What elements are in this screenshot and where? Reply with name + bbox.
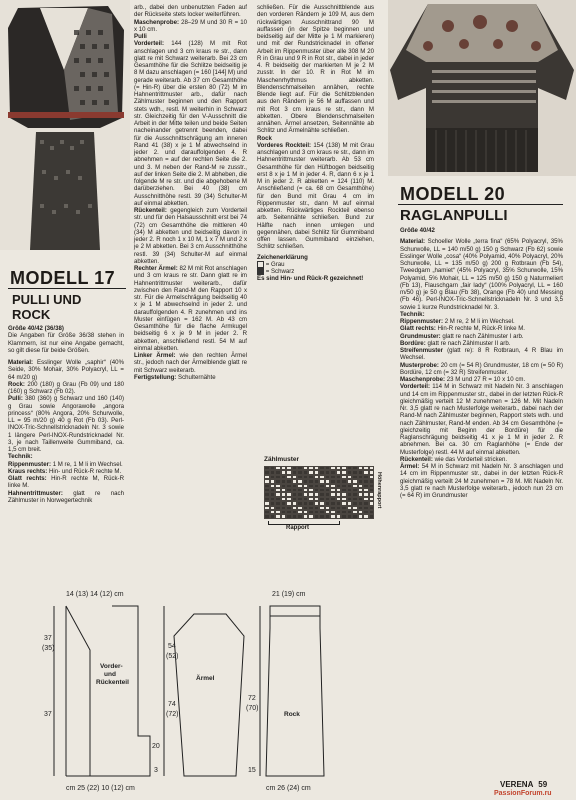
material-label: Material: <box>8 359 34 366</box>
model-20-subtitle: RAGLANPULLI <box>400 207 508 224</box>
material-text: Esslinger Wolle „saphir“ (40% Seide, 30% Mohair, 30% Polyacryl, LL = 64 m/20 g) <box>8 359 124 381</box>
m20-grund: glatt re nach Zählmuster I arb. <box>442 332 524 340</box>
rueck-text: gegengleich zum Vorderteil str. und für den Halsausschnitt erst bei 74 (72) cm Gesamthöhe die mittleren 40 (34) M abketten und beidseitig davon in jeder 2. R noch 1 x 10 M, 1 x 7 M und 2 x je 2 M abketten. Bei 3 cm Ausschnitthöhe restl. 39 (34) Schulter-M auf einmal abketten. <box>134 207 247 265</box>
stitch-chart <box>264 456 392 534</box>
schematic-front-right-2: (52) <box>166 653 179 660</box>
schematic-front-left-3: 37 <box>44 711 52 718</box>
model-17-subtitle-2: ROCK <box>12 307 51 322</box>
m20-glatt-label: Glatt rechts: <box>400 325 436 333</box>
m20-aermel: 54 M in Schwarz mit Nadeln Nr. 3 anschlagen und 14 cm im Rippenmuster str., dabei in der letzten Rück-R gleichmäßig verteilt 24 M zunehmen = 78 M. Mit Nadeln Nr. 3,5 glatt re nach Musterfolge weiterarb., jedoch nun 23 cm (= 64 R) im Grundmuster <box>400 463 563 499</box>
rock-label: Rock: <box>8 380 25 388</box>
schematic-skirt-bottom: cm 26 (24) cm <box>266 785 311 792</box>
chart-side-label: Höhenrapport <box>376 472 382 509</box>
schematic-front-label-1: Vorder- <box>100 663 123 670</box>
m20-maschen-label: Maschenprobe: <box>400 376 446 383</box>
chart-grid <box>264 466 374 520</box>
legend-schwarz-swatch <box>257 268 264 275</box>
column-2 <box>134 4 247 381</box>
page-number: 59 <box>538 780 548 789</box>
column-4 <box>400 227 563 499</box>
schematic-front-label-2: und <box>104 671 116 678</box>
watermark: PassionForum.ru <box>494 790 552 797</box>
m20-ruecken-label: Rückenteil: <box>400 455 433 463</box>
title-rule <box>8 288 126 289</box>
col3-intro: schließen. Für die Ausschnittblende aus den vorderen Rändern je 109 M, aus dem rückwärtigen Ausschnittrand 90 M auffassen (in der Spitze beginnen und beidseitig auf der Mitte je 1 M markieren) und mit der Rundstricknadel in offener Arbeit im Rippenmuster über alle 308 M 20 R in Grau und 9 R in Rot str., dabei in jeder 4. R beidseitig der markierten M je 2 M zusstr. In der 10. R in Rot M im Maschenrhythmus abketten. Blendenschmalseiten annähen, rechte Blende liegt auf. Für die Schlitzblenden aus den Rändern je 56 M auffassen und mit Rot 3 cm kraus re str., dann M abketten. Obere Blendenschmalseiten annähen. Ärmel ansetzen, Seitennähte ab Schlitz und Ärmelnähte schließen. <box>257 4 374 135</box>
size-line: Größe 40/42 (36/38) <box>8 325 64 332</box>
technik-label: Technik: <box>8 453 33 461</box>
m20-technik: Technik: <box>400 310 425 318</box>
title-rule-2 <box>398 204 563 205</box>
larm-text: wie den rechten Ärmel str., jedoch nach der Ärmelblende glatt re mit Schwarz weiterarb. <box>134 352 247 374</box>
m20-bord-label: Bordüre: <box>400 339 426 347</box>
photo-model-17 <box>0 0 130 250</box>
schematic-front-label-3: Rückenteil <box>96 679 129 686</box>
brand-name: VERENA <box>500 780 534 789</box>
legend-grau: = Grau <box>265 260 285 268</box>
glatt-text: Hin-R rechte M, Rück-R linke M. <box>8 475 124 490</box>
hahnen-text: glatt re nach Zählmuster in Norwegertechnik <box>8 489 124 504</box>
m20-glatt: Hin-R rechte M, Rück-R linke M. <box>437 325 525 333</box>
pulli-head: Pulli <box>134 33 147 40</box>
chart-title: Zählmuster <box>264 456 300 463</box>
rarm-label: Rechter Ärmel: <box>134 265 178 272</box>
schematic-skirt <box>260 606 324 776</box>
photo-model-20-illustration <box>388 0 576 176</box>
legend-grau-swatch <box>257 261 264 268</box>
schematic-skirt-top: 21 (19) cm <box>272 591 306 598</box>
maschen-label: Maschenprobe: <box>134 18 180 26</box>
schematic-front-right-4: (72) <box>166 711 179 718</box>
photo-model-20 <box>388 0 576 176</box>
rip-label: Rippenmuster: <box>8 460 51 468</box>
m20-rip: 2 M re, 2 M li im Wechsel. <box>444 318 515 325</box>
size-note: Die Angaben für Größe 36/38 stehen in Klammern, ist nur eine Angabe gemacht, so gilt diese für beide Größen. <box>8 332 124 354</box>
schematic-skirt-side-3: 15 <box>248 767 256 774</box>
schematic-skirt-side-2: (70) <box>246 705 259 712</box>
fertig-label: Fertigstellung: <box>134 373 177 381</box>
kraus-label: Kraus rechts: <box>8 467 48 475</box>
schematic-sleeve <box>174 614 244 776</box>
m20-aermel-label: Ärmel: <box>400 463 420 470</box>
m20-vorder: 114 M in Schwarz mit Nadeln Nr. 3 anschlagen und 14 cm im Rippenmuster str., dabei in der letzten Rück-R gleichmäßig verteilt 12 M zunehmen = 126 M. Mit Nadeln Nr. 3,5 glatt re nach Musterfolge weiterarb., dabei nach der Rand-M nach Zählmuster beginnen, Rapport stets wdh. und nach Zählmuster, Rand-M enden. Ab 34 cm Gesamthöhe (= gleichzeitig mit Beginn der Bordüre) für die Raglanschrägung beidseitig 41 x je 1 M in jeder 2. R abnehmen. Bei ca. 30 cm Raglanhöhe (= Ende der Musterfolge) restl. 44 M auf einmal abketten. <box>400 383 563 456</box>
column-3 <box>257 4 374 283</box>
photo-model-17-illustration <box>0 0 130 250</box>
fertig-text: Schulternähte <box>178 373 216 381</box>
chart-rapport: Rapport <box>286 525 309 531</box>
schematic-front-right-6: 3 <box>154 767 158 774</box>
vrock-label: Vorderes Rockteil: <box>257 141 312 149</box>
footer-brand <box>500 780 547 789</box>
rock-text: 200 (180) g Grau (Fb 09) und 180 (160) g Schwarz (Fb 02). <box>8 380 124 395</box>
m20-streif-label: Streifenmuster <box>400 347 444 354</box>
vorderteil-label: Vorderteil: <box>134 40 165 48</box>
hahnen-label: Hahnentrittmuster: <box>8 489 63 497</box>
schematic-front-bottom: cm 25 (22) 10 (12) cm <box>66 785 135 792</box>
m20-mproben: 20 cm (= 54 R) Grundmuster, 18 cm (= 50 R) Bordüre, 12 cm (= 32 R) Streifenmuster. <box>400 361 563 376</box>
m20-mproben-label: Musterprobe: <box>400 361 439 369</box>
model-20-title: MODELL 20 <box>400 184 506 204</box>
schematic-front-back <box>54 606 164 776</box>
rarm-text: 82 M mit Rot anschlagen und 3 cm kraus re str. Dann glatt re im Hahnentrittmuster weiterarb., dafür zwischen den Rand-M den Rapport 10 x str. Für die Armelschrägung beidseitig 40 x je 1 M abwechselnd in jeder 2. und darauffolgenden 4. R zunehmen und ins Muster einfügen = 162 M. Ab 43 cm Gesamthöhe für die flache Armkugel beidseitig 6 x je 9 M in jeder 2. R abketten, anschließend restl. 54 M auf einmal abketten. <box>134 265 248 352</box>
legend-note: Es sind Hin- und Rück-R gezeichnet! <box>257 275 364 283</box>
m20-ruecken: wie das Vorderteil stricken. <box>434 455 508 463</box>
schematic-front-right-1: 54 <box>168 643 176 650</box>
rueck-label: Rückenteil: <box>134 207 167 214</box>
model-17-subtitle-1: PULLI UND <box>12 292 82 307</box>
m20-size: Größe 40/42 <box>400 227 435 234</box>
schematics <box>4 576 390 796</box>
schematic-front-left-2: (35) <box>42 645 55 652</box>
rip-text: 1 M re, 1 M li im Wechsel. <box>52 460 123 468</box>
m20-material: Schoeller Wolle „terra fina“ (65% Polyacryl, 35% Schurwolle, LL = 140 m/50 g) 150 g Schwarz (Fb 62) sowie Esslinger Wolle „cosa“ (40% Polyamid, 40% Polyacryl, 20% Schurwolle, LL = 135 m/50 g) 200 g Rotbraun (Fb 54), Tweedgarn „hamiet“ (45% Polyacryl, 35% Schurwolle, 15% Polyamid, 5% Mohair, LL = 125 m/50 g) 150 g Naturmeliert (Fb 13), Flauschgarn „fair lady“ (100% Polyacryl, LL = 160 m/50 g) je 50 g Blau (Fb 38), Orange (Fb 40) und Messing (Fb 46). Perl-INOX-Tric-Schnellstricknadeln Nr. 3 und 3,5 sowie 1 kurze Rundstricknadel Nr. 3. <box>400 238 563 311</box>
m20-rip-label: Rippenmuster: <box>400 318 443 325</box>
m20-material-label: Material: <box>400 238 426 246</box>
m20-streif: (glatt re): 8 R Rotbraun, 4 R Blau im Wechsel. <box>400 347 563 362</box>
m20-grund-label: Grundmuster: <box>400 332 441 340</box>
legend-schwarz: = Schwarz <box>265 268 295 276</box>
pulli-label: Pulli: <box>8 395 23 403</box>
maschen-text: 28–29 M und 30 R = 10 x 10 cm. <box>134 18 247 33</box>
glatt-label: Glatt rechts: <box>8 475 47 482</box>
schematic-skirt-side-1: 72 <box>248 695 256 702</box>
larm-label: Linker Ärmel: <box>134 352 176 359</box>
rock-head: Rock <box>257 134 272 142</box>
model-17-title: MODELL 17 <box>10 268 116 288</box>
m20-maschen: 23 M und 27 R = 10 x 10 cm. <box>446 376 526 383</box>
schematic-front-top: 14 (13) 14 (12) cm <box>66 591 124 598</box>
kraus-text: Hin- und Rück-R rechte M. <box>49 467 122 475</box>
column-1 <box>8 325 124 504</box>
m20-vorder-label: Vorderteil: <box>400 383 431 391</box>
m20-bord: glatt re nach Zählmuster II arb. <box>427 339 511 347</box>
schematic-skirt-label: Rock <box>284 711 300 718</box>
pulli-text: 380 (360) g Schwarz und 160 (140) g Grau sowie Angorawolle „angora princess“ (80% Angora, 20% Schurwolle, LL = 95 m/20 g) 40 g Rot (Fb 03). Perl-INOX-Tric-Schnellstricknadeln Nr. 3 sowie 1 längere Perl-INOX-Rundstricknadel Nr. 3, je nach Taillenweite Gummiband, ca. 1,5 cm breit. <box>8 395 124 453</box>
vrock-text: 154 (138) M mit Grau anschlagen und 3 cm kraus re str., dann im Hahnentrittmuster weiterarb. Ab 53 cm Gesamthöhe für den Hüftbogen beidseitig erst 8 x je 1 M in jeder 4. R, dann 6 x je 1 M in jeder 2. R abketten = 124 (110) M. Anschließend (= ca. 68 cm Gesamthöhe) für den Bund mit Grau 4 cm im Rippenmuster str., dann M auf einmal abketten. Rückwärtiges Rockteil ebenso arb. Seitennähte schließen. Bund zur Hälfte nach innen umlegen und gegennähen, dabei Schlitz für Gummiband offen lassen. Gummiband einziehen, Schlitz schließen. <box>257 141 374 251</box>
legend-title: Zeichenerklärung <box>257 253 308 261</box>
schematic-sleeve-label: Ärmel <box>196 675 215 682</box>
vorderteil-text: 144 (128) M mit Rot anschlagen und 3 cm kraus re str., dann glatt re mit Schwarz weiterarb. Bei 23 cm Gesamthöhe für die Schlitze beidseitig je 8 M dazu anschlagen (= 160 [144] M) und gerade weiterarb. Ab 37 cm Gesamthöhe (= Hin-R) über die ersten 80 (72) M im Hahnentrittmuster arb., dafür nach Zählmuster beginnen und den Rapport stets wdh., restl. M weiterhin in Schwarz str. Gleichzeitig für den V-Ausschnitt die Arbeit in der Mitte teilen und beide Seiten nacheinander getrennt beenden, dabei für die Ausschnittschrägung am inneren Rand 41 (38) x je 1 M abwechselnd in jeder 2. und darauffolgenden 4. R abnehmen = auf der rechten Seite die 2. und 3. M neben der Rand-M re zusstr., auf der linken Seite die 2. M abheben, die folgende M re str. und die abgehobene M darüberziehen. Bei 40 (38) cm Ausschnitthöhe restl. 39 (34) Schulter-M auf einmal abketten. <box>134 40 247 207</box>
schematic-front-right-3: 74 <box>168 701 176 708</box>
chart-cell <box>369 514 375 518</box>
schematic-front-right-5: 20 <box>152 743 160 750</box>
col2-intro: arb., dabei den unbenutzten Faden auf der Rückseite stets locker weiterführen. <box>134 4 247 19</box>
schematic-front-left-1: 37 <box>44 635 52 642</box>
